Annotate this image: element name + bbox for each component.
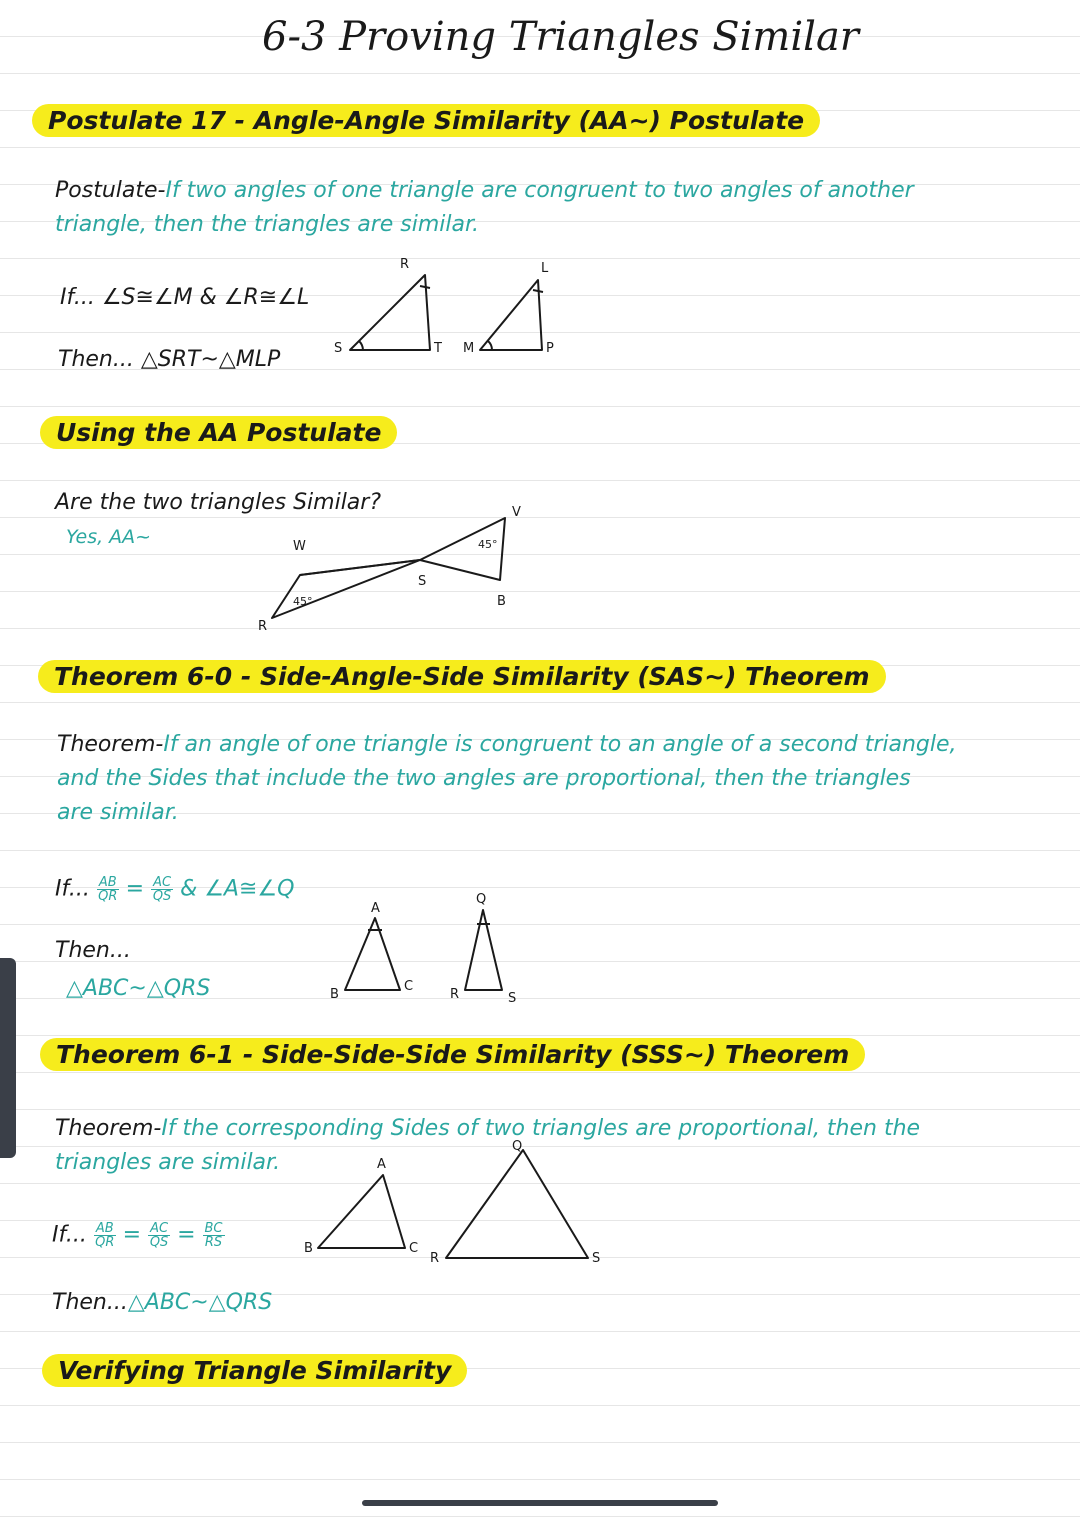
using-aa-answer: Yes, AA~ [66,526,152,548]
aa-vertex-t: T [434,341,442,356]
aa-vertex-m: M [463,341,475,356]
sss-frac2-den: QS [149,1235,169,1250]
side-tab-handle[interactable] [0,958,16,1158]
aa-heading-text: Postulate 17 - Angle-Angle Similarity (AA~) Postulate [32,104,820,137]
sss-vertex-a: A [377,1157,386,1172]
angle-mark-r [420,286,430,288]
page-title: 6-3 Proving Triangles Similar [262,14,859,60]
aa-label: Postulate- [55,178,166,203]
sss-conclusion: △ABC~△QRS [127,1290,273,1315]
using-vertex-v: V [512,505,521,520]
sas-conclusion: △ABC~△QRS [66,976,211,1001]
using-angle-45-left: 45° [293,595,313,608]
using-aa-question: Are the two triangles Similar? [55,490,382,515]
sss-frac1-num: AB [95,1221,114,1236]
sas-frac2-den: QS [152,889,172,904]
sas-if-prefix: If... [55,876,90,902]
triangle-mlp [480,280,542,350]
sas-then: Then... [55,938,131,963]
using-vertex-w: W [293,539,306,554]
sss-eq1: = [122,1222,142,1248]
sss-vertex-r: R [430,1251,440,1266]
angle-mark-m [488,341,492,350]
using-aa-heading-text: Using the AA Postulate [40,416,397,449]
sss-frac3-num: BC [204,1221,223,1236]
aa-vertex-s: S [334,341,343,356]
sas-eq: = [125,876,145,902]
sas-if-suffix: & ∠A≅∠Q [180,876,295,902]
sss-frac3-den: RS [204,1235,223,1250]
using-vertex-s: S [418,574,427,589]
sas-vertex-c: C [404,979,414,994]
sas-text-2: and the Sides that include the two angles are proportional, then the triangles [57,766,911,791]
sas-vertex-s: S [508,991,517,1006]
sas-frac1-num: AB [98,875,117,890]
aa-vertex-p: P [546,341,554,356]
sss-vertex-q: Q [512,1139,523,1154]
sas-vertex-a: A [371,901,380,916]
verify-heading-text: Verifying Triangle Similarity [42,1354,467,1387]
sss-if-prefix: If... [52,1222,87,1248]
sss-frac2-num: AC [150,1221,169,1236]
aa-vertex-r: R [400,257,410,272]
sss-vertex-b: B [304,1241,313,1256]
triangle-qrs-sss [446,1150,588,1258]
sss-frac1-den: QR [95,1235,115,1250]
triangle-qrs [465,910,502,990]
sas-vertex-b: B [330,987,339,1002]
sss-text-1: If the corresponding Sides of two triangles are proportional, then the [161,1116,921,1141]
sas-frac1-den: QR [98,889,118,904]
aa-text-1: If two angles of one triangle are congruent to two angles of another [165,178,914,203]
sas-text-1: If an angle of one triangle is congruent to an angle of a second triangle, [163,732,957,757]
aa-if-text: If... ∠S≅∠M & ∠R≅∠L [60,285,310,310]
aa-vertex-l: L [541,261,549,276]
sss-vertex-c: C [409,1241,419,1256]
using-vertex-b: B [497,594,506,609]
sss-label: Theorem- [55,1116,162,1141]
aa-then-text: Then... △SRT~△MLP [58,347,281,372]
aa-text-2: triangle, then the triangles are similar. [55,212,480,237]
sas-frac2-num: AC [153,875,172,890]
sss-eq2: = [177,1222,196,1248]
sas-text-3: are similar. [57,800,179,825]
sas-heading-text: Theorem 6-0 - Side-Angle-Side Similarity (SAS~) Theorem [38,660,886,693]
home-indicator-bar[interactable] [362,1500,718,1506]
using-angle-45-right: 45° [478,538,498,551]
triangle-abc [345,918,400,990]
sss-then-prefix: Then... [52,1290,128,1315]
sas-label: Theorem- [57,732,164,757]
triangle-srt [350,275,430,350]
triangle-abc-sss [318,1175,405,1248]
sss-text-2: triangles are similar. [55,1150,281,1175]
sas-vertex-r: R [450,987,460,1002]
sss-vertex-s: S [592,1251,601,1266]
angle-mark-s [359,341,363,350]
sss-heading-text: Theorem 6-1 - Side-Side-Side Similarity (SSS~) Theorem [40,1038,865,1071]
using-vertex-r: R [258,619,268,634]
sas-vertex-q: Q [476,892,487,907]
angle-mark-l [533,290,543,292]
